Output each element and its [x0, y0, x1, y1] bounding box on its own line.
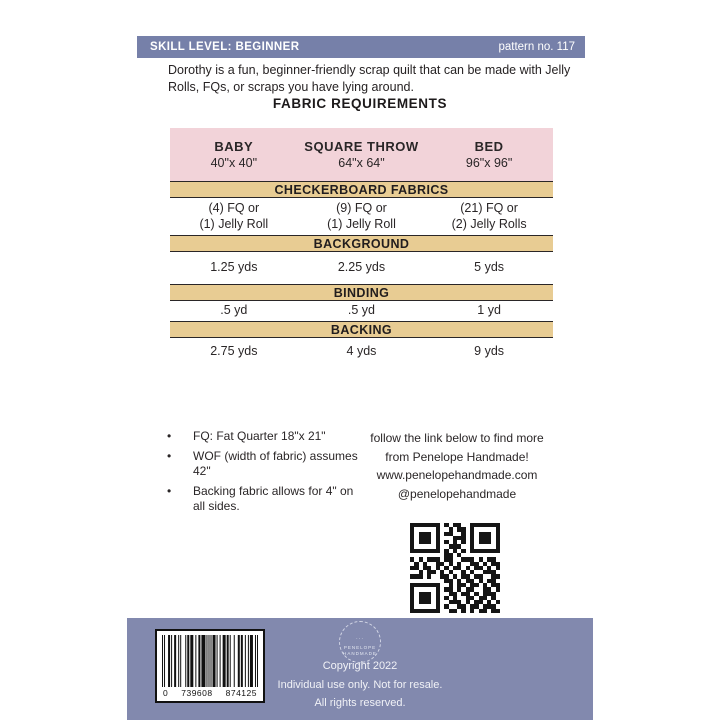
- list-item: • FQ: Fat Quarter 18"x 21": [167, 429, 377, 445]
- table-cell: 2.25 yds: [337, 260, 386, 275]
- barcode-digits: 0 739608 874125: [163, 688, 257, 698]
- pattern-number: pattern no. 117: [498, 41, 575, 53]
- section-band-binding: BINDING: [170, 284, 553, 301]
- table-cell: (4) FQ or (1) Jelly Roll: [199, 201, 269, 231]
- table-row-background: [170, 252, 553, 284]
- list-item: • Backing fabric allows for 4" on all sides.: [167, 484, 377, 515]
- column-header-bed: BED 96"x 96": [465, 139, 513, 170]
- intro-line-1: Dorothy is a fun, beginner-friendly scrap quilt that can be made with Jelly: [168, 63, 571, 77]
- header-bar: [137, 36, 585, 58]
- table-cell: 1 yd: [477, 303, 501, 318]
- table-cell: .5 yd: [220, 303, 248, 318]
- intro-text: [168, 62, 598, 95]
- column-header-square-throw: SQUARE THROW 64"x 64": [304, 139, 419, 170]
- table-cell: 2.75 yds: [210, 343, 258, 358]
- social-handle: @penelopehandmade: [397, 486, 517, 501]
- section-band-checkerboard: CHECKERBOARD FABRICS: [170, 181, 553, 198]
- footer-text: [127, 660, 593, 716]
- copyright-line: Copyright 2022: [322, 660, 398, 672]
- table-cell: (21) FQ or (2) Jelly Rolls: [451, 201, 527, 231]
- intro-line-2: Rolls, FQs, or scraps you have lying around.: [168, 79, 414, 94]
- table-header-row: [170, 128, 553, 181]
- bullet-icon: [167, 484, 193, 515]
- social-line-1: follow the link below to find more: [370, 431, 544, 445]
- stamp-dots-icon: [356, 627, 364, 645]
- notes-list: [167, 429, 377, 519]
- column-header-baby: BABY 40"x 40": [210, 139, 258, 170]
- bullet-icon: [167, 429, 193, 445]
- logo-stamp: ··· PENELOPE HANDMADE: [339, 621, 381, 663]
- table-cell: 5 yds: [474, 260, 505, 275]
- fabric-requirements-table: [170, 128, 553, 365]
- qr-code: [410, 523, 500, 613]
- table-row-checkerboard: [170, 198, 553, 235]
- list-item: • WOF (width of fabric) assumes 42": [167, 449, 377, 480]
- table-cell: 9 yds: [474, 343, 505, 358]
- table-row-backing: [170, 338, 553, 365]
- section-band-backing: BACKING: [170, 321, 553, 338]
- social-block: [352, 429, 562, 503]
- social-line-2: from Penelope Handmade!: [385, 449, 529, 464]
- rights-line: All rights reserved.: [314, 697, 406, 709]
- table-cell: .5 yd: [347, 303, 376, 318]
- skill-level-label: SKILL LEVEL: BEGINNER: [150, 41, 300, 53]
- table-cell: 1.25 yds: [210, 260, 258, 275]
- bullet-icon: [167, 449, 193, 480]
- section-title: FABRIC REQUIREMENTS: [272, 96, 448, 111]
- section-band-background: BACKGROUND: [170, 235, 553, 252]
- table-cell: 4 yds: [346, 343, 377, 358]
- footer-band: [127, 618, 593, 720]
- usage-line: Individual use only. Not for resale.: [277, 678, 443, 691]
- table-cell: (9) FQ or (1) Jelly Roll: [327, 201, 396, 231]
- website-url: www.penelopehandmade.com: [376, 468, 538, 482]
- table-row-binding: [170, 301, 553, 321]
